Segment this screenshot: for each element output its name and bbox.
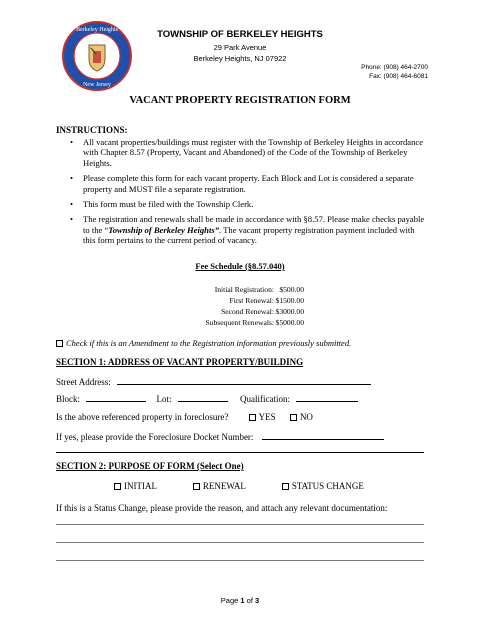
page-current: 1	[240, 596, 245, 605]
foreclosure-row	[56, 412, 313, 422]
address-line-1: 29 Park Avenue	[213, 43, 267, 52]
renewal-label: RENEWAL	[202, 481, 246, 491]
lot-field[interactable]	[178, 393, 228, 402]
fee-row	[168, 285, 368, 295]
fee-row	[168, 307, 368, 317]
instructions-list	[70, 137, 426, 251]
instruction-text: The registration and renewals shall be made in accordance with §8.57. Please make checks payable to the “	[83, 214, 425, 235]
instruction-text: . The vacant property registration payment included with this form pertains to the current period of vacancy.	[83, 224, 415, 246]
qualification-label: Qualification:	[240, 394, 290, 404]
fee-amount: $1500.00	[275, 296, 304, 305]
street-address-row	[56, 376, 371, 387]
reason-line[interactable]	[56, 524, 424, 525]
fee-label: Initial Registration:	[214, 285, 274, 294]
foreclosure-no-checkbox[interactable]	[290, 414, 297, 421]
status-change-prompt: If this is a Status Change, please provide the reason, and attach any relevant documentation:	[56, 503, 388, 513]
fee-label: First Renewal:	[229, 296, 274, 305]
block-label: Block:	[56, 394, 80, 404]
instruction-text: All vacant properties/buildings must register with the Township of Berkeley Heights in accordance with Chapter 8.57 (Property, Vacant and Abandoned) of the Code of the Township of Berkeley Heights.	[83, 137, 424, 168]
section-1-heading: SECTION 1: ADDRESS OF VACANT PROPERTY/BUILDING	[56, 357, 304, 367]
reason-line[interactable]	[56, 542, 424, 543]
contact-block	[361, 63, 428, 81]
docket-label: If yes, please provide the Foreclosure Docket Number:	[56, 432, 254, 442]
fee-amount: $500.00	[279, 285, 304, 294]
qualification-field[interactable]	[296, 393, 358, 402]
fee-row	[168, 318, 368, 328]
section-divider	[56, 452, 424, 453]
page-total: 3	[255, 596, 260, 605]
fee-schedule-title: Fee Schedule (§8.57.040)	[195, 261, 285, 271]
seal-text-bottom: New Jersey	[83, 82, 111, 88]
fee-label: Subsequent Renewals:	[205, 318, 274, 327]
amendment-checkbox[interactable]	[56, 340, 63, 347]
initial-checkbox[interactable]	[114, 483, 121, 490]
instruction-item: • This form must be filed with the Township Clerk.	[70, 199, 254, 210]
street-address-label: Street Address:	[56, 377, 111, 387]
address-line-2: Berkeley Heights, NJ 07922	[193, 54, 287, 63]
foreclosure-yes-checkbox[interactable]	[249, 414, 256, 421]
yes-label: YES	[258, 412, 276, 422]
fee-amount: $3000.00	[275, 307, 304, 316]
instruction-item: • Please complete this form for each vacant property. Each Block and Lot is considered a separate property and MUST file a separate registration.	[70, 173, 414, 194]
seal-text-top: Berkeley Heights	[76, 27, 118, 33]
page-of: of	[246, 596, 253, 605]
fax-number: Fax: (908) 464-6081	[369, 73, 428, 80]
page-prefix: Page	[220, 596, 239, 605]
block-field[interactable]	[86, 393, 146, 402]
fee-row	[168, 296, 368, 306]
section-2-heading: SECTION 2: PURPOSE OF FORM (Select One)	[56, 461, 244, 471]
fee-label: Second Renewal:	[221, 307, 274, 316]
status-change-label: STATUS CHANGE	[291, 481, 364, 491]
initial-label: INITIAL	[124, 481, 157, 491]
foreclosure-question: Is the above referenced property in foreclosure?	[56, 412, 229, 422]
lot-label: Lot:	[156, 394, 172, 404]
payee-name: Township of Berkeley Heights”	[108, 224, 219, 235]
block-lot-row	[56, 393, 358, 404]
fee-amount: $5000.00	[275, 318, 304, 327]
street-address-field[interactable]	[117, 376, 371, 385]
instruction-text: Please complete this form for each vacant property. Each Block and Lot is considered a separate property and MUST file a separate registration.	[83, 173, 414, 194]
form-title: VACANT PROPERTY REGISTRATION FORM	[129, 95, 351, 106]
renewal-checkbox[interactable]	[193, 483, 200, 490]
phone-number: Phone: (908) 464-2700	[361, 64, 428, 71]
docket-number-field[interactable]	[262, 431, 384, 440]
instructions-heading: INSTRUCTIONS:	[56, 125, 128, 135]
township-name: TOWNSHIP OF BERKELEY HEIGHTS	[157, 29, 323, 40]
no-label: NO	[299, 412, 313, 422]
amendment-row	[56, 338, 351, 348]
page-number	[0, 596, 480, 605]
docket-row	[56, 431, 384, 442]
amendment-label: Check if this is an Amendment to the Registration information previously submitted.	[66, 338, 352, 348]
instruction-item: • The registration and renewals shall be made in accordance with §8.57. Please make checks payable to the “Township of Berkeley Heights”. The vacant property registration payment included with this form pertains to the current period of vacancy.	[70, 214, 425, 246]
purpose-options-row	[114, 481, 364, 491]
status-change-checkbox[interactable]	[282, 483, 289, 490]
instruction-item: • All vacant properties/buildings must register with the Township of Berkeley Heights in accordance with Chapter 8.57 (Property, Vacant and Abandoned) of the Code of the Township of Berkeley Heights.	[70, 137, 424, 168]
reason-line[interactable]	[56, 560, 424, 561]
instruction-text: This form must be filed with the Township Clerk.	[83, 199, 254, 210]
